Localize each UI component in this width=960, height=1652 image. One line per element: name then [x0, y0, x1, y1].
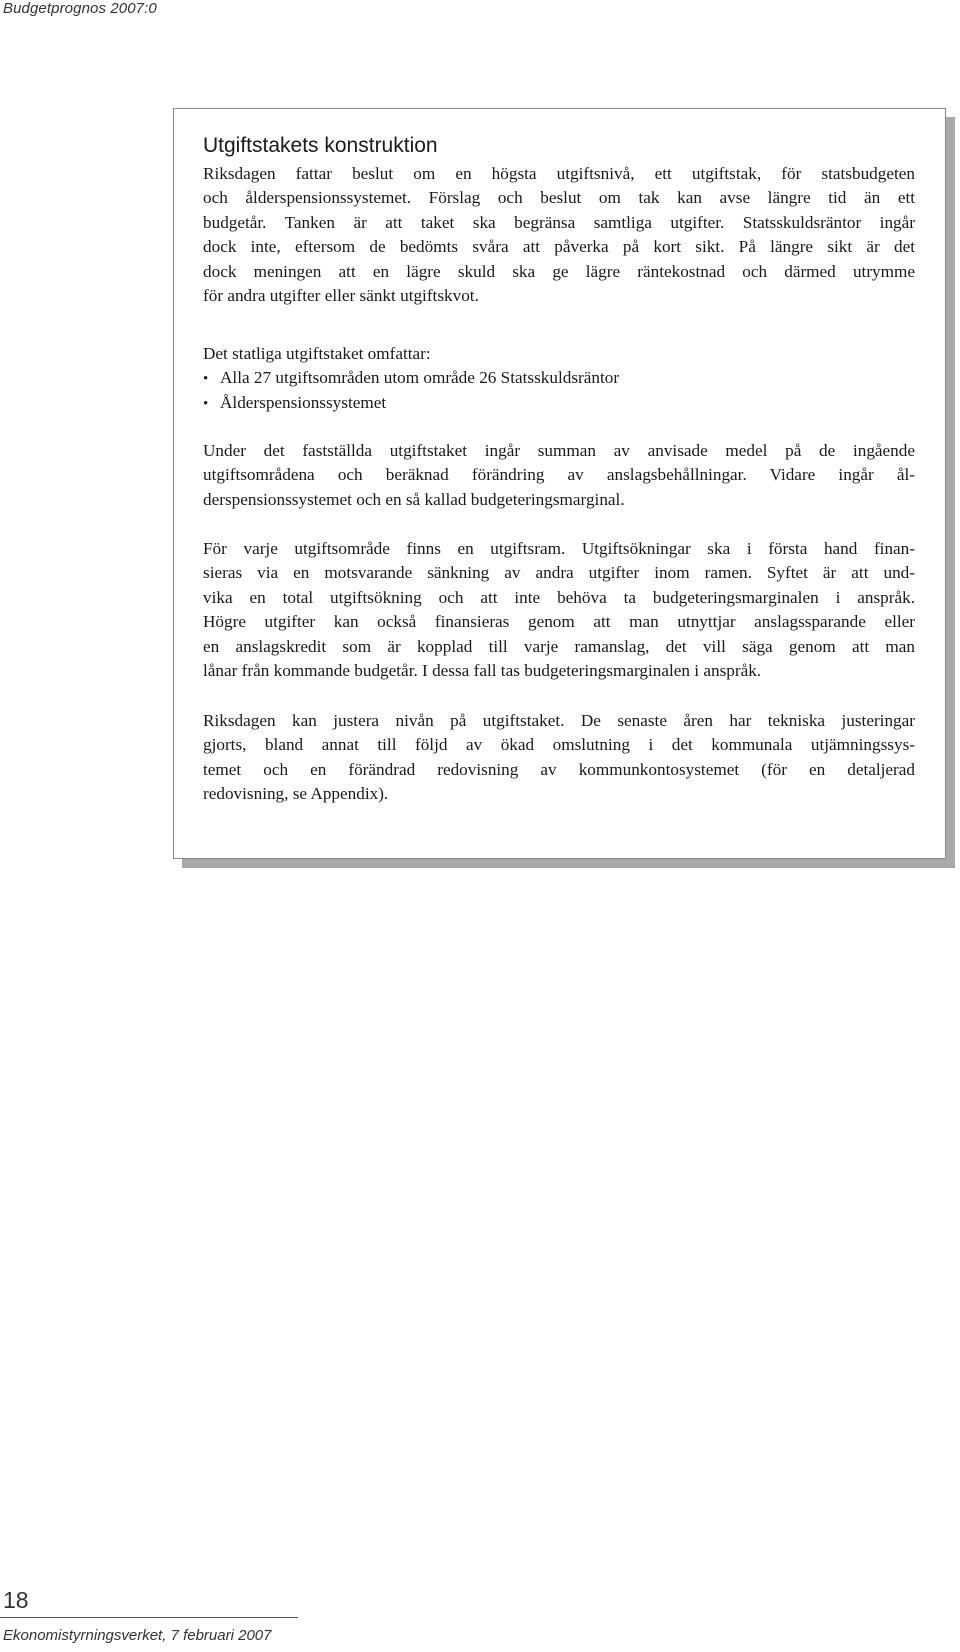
footer-publisher: Ekonomistyrningsverket, 7 februari 2007	[3, 1627, 272, 1644]
paragraph-omfattar	[203, 342, 915, 366]
text-line: vika en total utgiftsökning och att inte behöva ta budgeteringsmarginalen i anspråk.	[203, 587, 915, 607]
bullet-icon: •	[203, 371, 209, 387]
list-item	[203, 366, 619, 391]
paragraph-utgiftsram	[203, 537, 915, 683]
running-header: Budgetprognos 2007:0	[3, 0, 157, 17]
text-line: Riksdagen fattar beslut om en högsta utgiftsnivå, ett utgiftstak, för statsbudgeten	[203, 164, 915, 183]
text-line: budgetår. Tanken är att taket ska begränsa samtliga utgifter. Statsskuldsräntor ingår	[203, 212, 915, 232]
text-line: dock inte, eftersom de bedömts svåra att påverka på kort sikt. På längre sikt är det	[203, 237, 915, 257]
bullet-list	[203, 366, 619, 417]
text-line: Under det fastställda utgiftstaket ingår summan av anvisade medel på de ingående	[203, 441, 915, 460]
page-number: 18	[3, 1587, 29, 1613]
text-line: lånar från kommande budgetår. I dessa fall tas budgeteringsmarginalen i anspråk.	[203, 661, 762, 681]
list-item	[203, 391, 619, 416]
text-line: utgiftsområdena och beräknad förändring av anslagsbehållningar. Vidare ingår ål-	[203, 465, 915, 485]
text-line: temet och en förändrad redovisning av kommunkontosystemet (för en detaljerad	[203, 759, 915, 779]
fact-box-title: Utgiftstakets konstruktion	[203, 134, 438, 157]
text-line: en anslagskredit som är kopplad till varje ramanslag, det vill säga genom att man	[203, 636, 915, 656]
text-line: sieras via en motsvarande sänkning av andra utgifter inom ramen. Syftet är att und-	[203, 563, 915, 583]
text-line: Det statliga utgiftstaket omfattar:	[203, 344, 431, 363]
text-line: För varje utgiftsområde finns en utgiftsram. Utgiftsökningar ska i första hand finan-	[203, 539, 915, 558]
text-line: redovisning, se Appendix).	[203, 784, 389, 804]
text-line: gjorts, bland annat till följd av ökad omslutning i det kommunala utjämningssys-	[203, 735, 915, 755]
text-line: och ålderspensionssystemet. Förslag och beslut om tak kan avse längre tid än ett	[203, 188, 915, 208]
list-item-text: Ålderspensionssystemet	[220, 393, 387, 413]
paragraph-justera	[203, 709, 915, 807]
paragraph-faststallda	[203, 439, 915, 512]
text-line: derspensionssystemet och en så kallad budgeteringsmarginal.	[203, 489, 625, 509]
text-line: dock meningen att en lägre skuld ska ge lägre räntekostnad och därmed utrymme	[203, 261, 915, 281]
text-line: Riksdagen kan justera nivån på utgiftstaket. De senaste åren har tekniska justeringar	[203, 711, 915, 730]
list-item-text: Alla 27 utgiftsområden utom område 26 Statsskuldsräntor	[220, 368, 620, 387]
text-line: för andra utgifter eller sänkt utgiftskvot.	[203, 286, 479, 306]
bullet-icon: •	[203, 396, 209, 413]
footer-divider	[0, 1617, 298, 1618]
paragraph-utgiftstak-intro	[203, 162, 915, 308]
text-line: Högre utgifter kan också finansieras genom att man utnyttjar anslagssparande eller	[203, 612, 915, 632]
